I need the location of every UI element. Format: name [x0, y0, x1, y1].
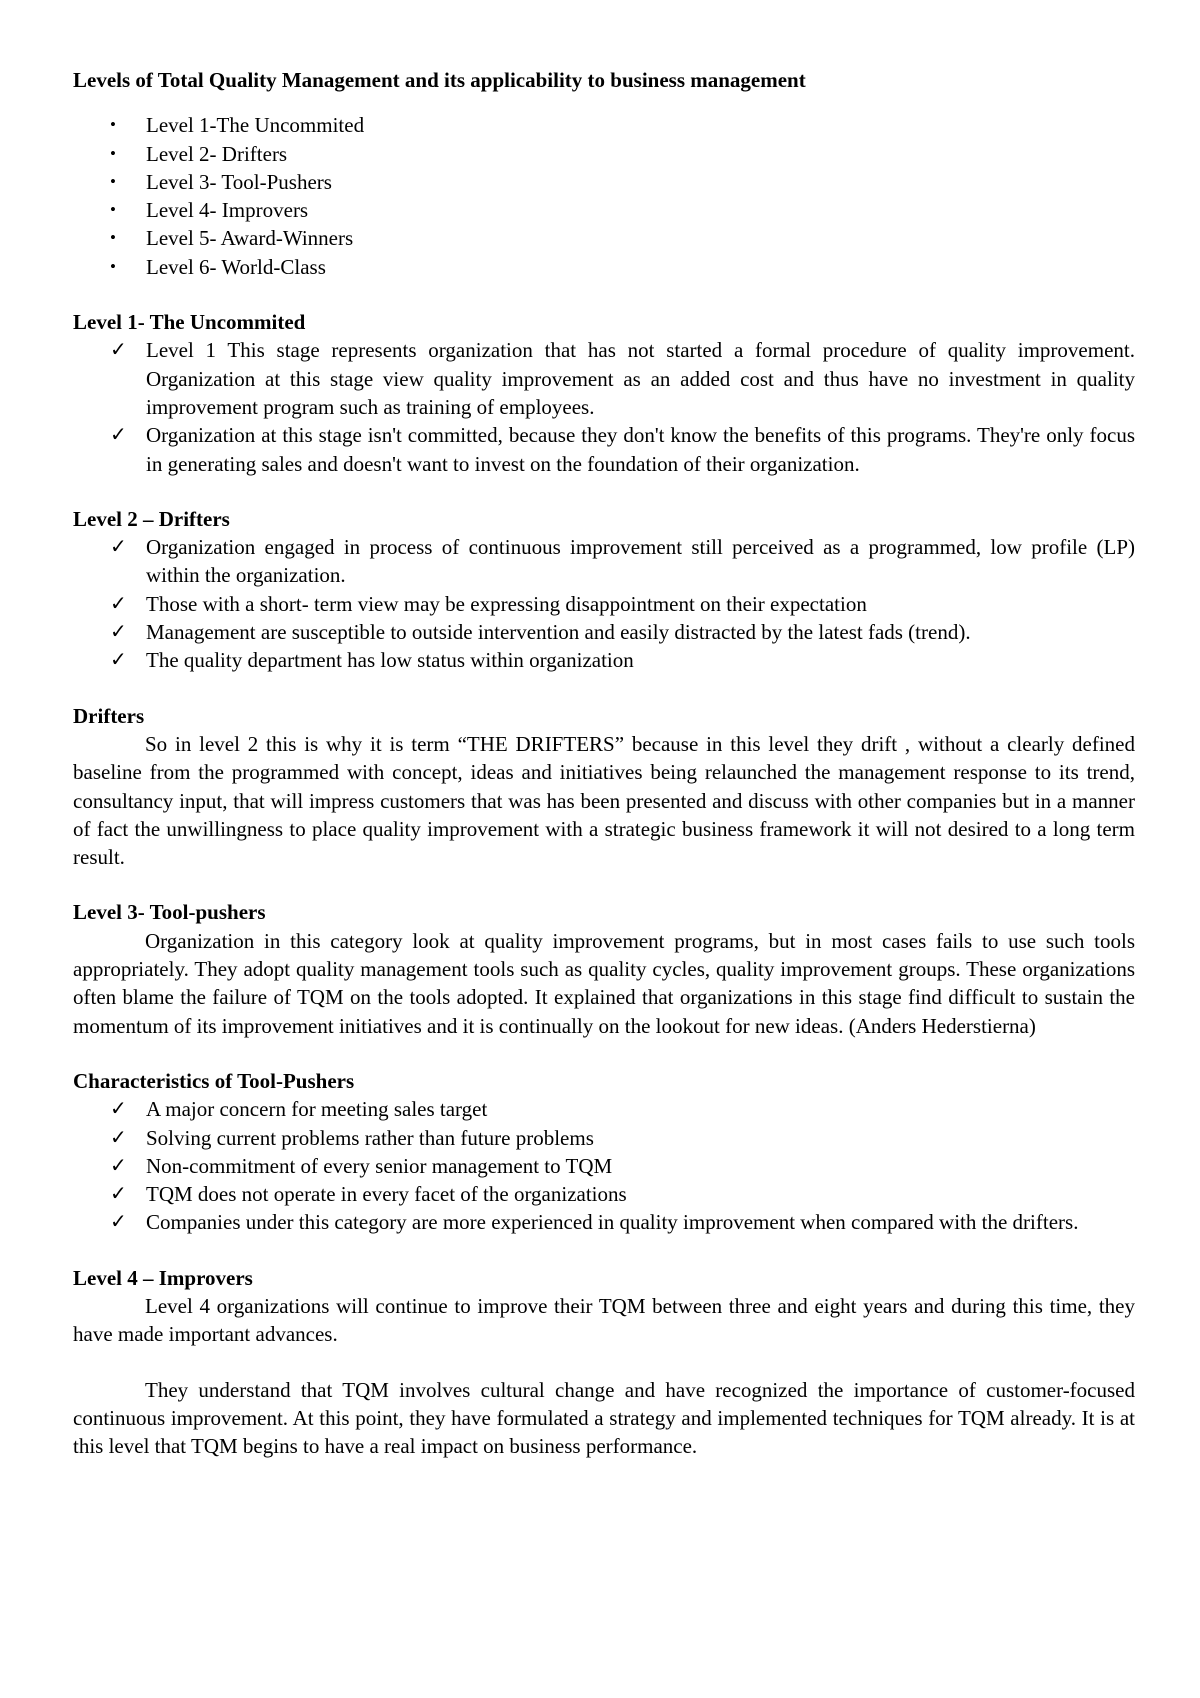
checkmark-icon: ✓: [110, 536, 127, 559]
checkmark-icon: ✓: [110, 592, 127, 615]
level4-paragraph-2: They understand that TQM involves cultural change and have recognized the importance of customer-focused continuous improvement. At this point, they have formulated a strategy and implemented techniques for TQM already. It is at this level that TQM begins to have a real impact on business performance.: [73, 1377, 1135, 1459]
list-item: ✓ The quality department has low status within organization: [73, 646, 1135, 674]
document-body: [73, 66, 1135, 1460]
list-item: • Level 5- Award-Winners: [73, 224, 1135, 252]
checkmark-icon: ✓: [110, 621, 127, 644]
drifters-heading: Drifters: [73, 703, 145, 728]
list-item: ✓ A major concern for meeting sales target: [73, 1095, 1135, 1123]
list-item: ✓ Those with a short- term view may be expressing disappointment on their expectation: [73, 590, 1135, 618]
list-item: • Level 3- Tool-Pushers: [73, 168, 1135, 196]
bullet-icon: •: [110, 115, 116, 135]
checkmark-icon: ✓: [110, 1183, 127, 1206]
list-item: ✓ TQM does not operate in every facet of the organizations: [73, 1180, 1135, 1208]
characteristics-heading: Characteristics of Tool-Pushers: [73, 1068, 355, 1093]
level1-heading: Level 1- The Uncommited: [73, 310, 306, 335]
level1-points: [73, 336, 1135, 477]
level3-heading: Level 3- Tool-pushers: [73, 900, 266, 925]
level2-points: [73, 533, 1135, 674]
bullet-icon: •: [110, 256, 116, 276]
checkmark-icon: ✓: [110, 1211, 127, 1234]
list-item: • Level 1-The Uncommited: [73, 111, 1135, 139]
list-item: ✓ Level 1 This stage represents organization that has not started a formal procedure of quality improvement. Organization at this stage view quality improvement as an added cost and thus have no investment in quality improvement program such as training of employees.: [110, 338, 1135, 419]
list-item: ✓ Organization at this stage isn't committed, because they don't know the benefits of this programs. They're only focus in generating sales and doesn't want to invest on the foundation of their organization.: [110, 423, 1135, 476]
checkmark-icon: ✓: [110, 1154, 127, 1177]
checkmark-icon: ✓: [110, 1126, 127, 1149]
list-item: ✓ Management are susceptible to outside intervention and easily distracted by the latest fads (trend).: [73, 618, 1135, 646]
bullet-icon: •: [110, 228, 116, 248]
list-item: • Level 2- Drifters: [73, 140, 1135, 168]
level4-heading: Level 4 – Improvers: [73, 1265, 253, 1290]
checkmark-icon: ✓: [110, 1098, 127, 1121]
list-item: ✓ Organization engaged in process of continuous improvement still perceived as a programmed, low profile (LP) within the organization.: [110, 535, 1135, 588]
checkmark-icon: ✓: [110, 649, 127, 672]
level3-paragraph: Organization in this category look at quality improvement programs, but in most cases fails to use such tools appropriately. They adopt quality management tools such as quality cycles, quality improvement groups. These organizations often blame the failure of TQM on the tools adopted. It explained that organizations in this stage find difficult to sustain the momentum of its improvement initiatives and it is continually on the lookout for new ideas. (Anders Hederstierna): [73, 928, 1135, 1038]
list-item: ✓ Solving current problems rather than future problems: [73, 1124, 1135, 1152]
list-item: • Level 4- Improvers: [73, 196, 1135, 224]
levels-list: [73, 111, 1135, 281]
list-item: ✓ Companies under this category are more experienced in quality improvement when compared with the drifters.: [73, 1208, 1135, 1236]
bullet-icon: •: [110, 200, 116, 220]
characteristics-points: [73, 1095, 1135, 1236]
bullet-icon: •: [110, 171, 116, 191]
checkmark-icon: ✓: [110, 339, 127, 362]
drifters-paragraph: So in level 2 this is why it is term “THE DRIFTERS” because in this level they drift , without a clearly defined baseline from the programmed with concept, ideas and initiatives being relaunched the management response to its trend, consultancy input, that will impress customers that was has been presented and discuss with other companies but in a manner of fact the unwillingness to place quality improvement with a strategic business framework it will not desired to a long term result.: [73, 731, 1135, 870]
bullet-icon: •: [110, 143, 116, 163]
checkmark-icon: ✓: [110, 424, 127, 447]
list-item: • Level 6- World-Class: [73, 253, 1135, 281]
document-title: Levels of Total Quality Management and its applicability to business management: [73, 68, 806, 92]
level4-paragraph-1: Level 4 organizations will continue to improve their TQM between three and eight years and during this time, they have made important advances.: [73, 1293, 1135, 1347]
list-item: ✓ Non-commitment of every senior management to TQM: [73, 1152, 1135, 1180]
level2-heading: Level 2 – Drifters: [73, 506, 230, 531]
